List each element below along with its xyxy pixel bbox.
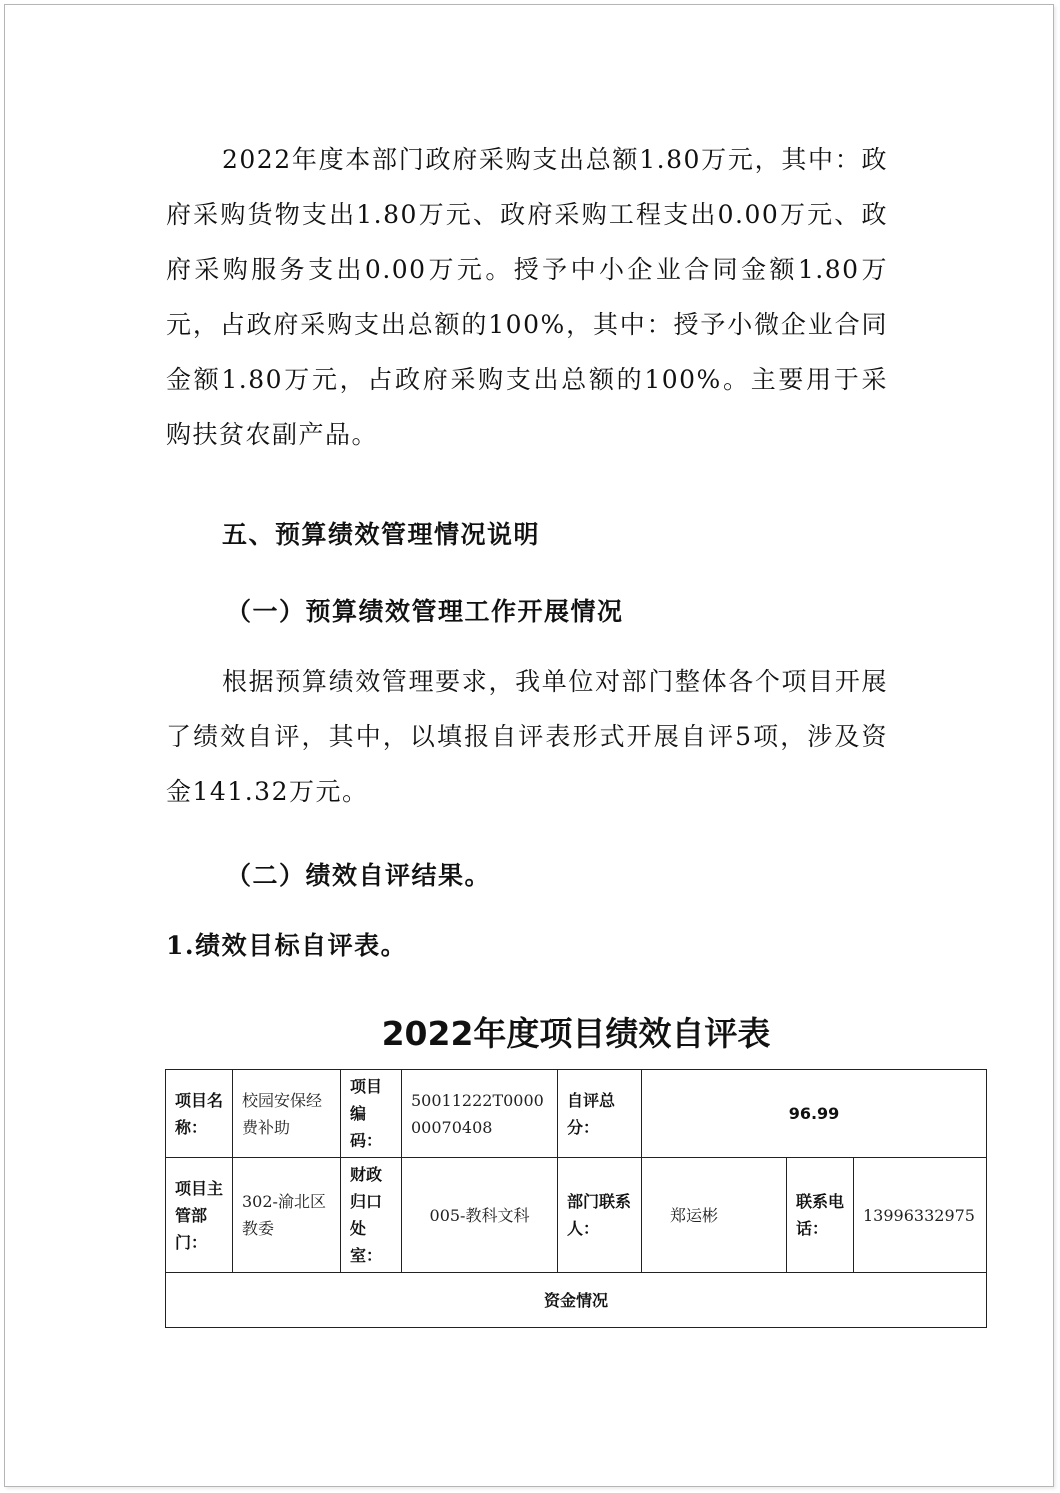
funds-section-header: 资金情况	[166, 1273, 987, 1328]
department-label: 项目主管部门：	[166, 1158, 233, 1273]
score-value: 96.99	[642, 1070, 987, 1158]
subheading-performance-work: （一）预算绩效管理工作开展情况	[226, 597, 624, 626]
project-evaluation-table	[165, 1069, 987, 1328]
table-row	[166, 1273, 987, 1328]
section-heading-budget-performance: 五、预算绩效管理情况说明	[222, 520, 541, 549]
contact-value: 郑运彬	[642, 1158, 787, 1273]
phone-value: 13996332975	[854, 1158, 987, 1273]
finance-office-label: 财政归口处室：	[341, 1158, 402, 1273]
project-name-label: 项目名称：	[166, 1070, 233, 1158]
finance-office-value: 005-教科文科	[402, 1158, 558, 1273]
department-value: 302-渝北区教委	[233, 1158, 341, 1273]
table-row	[166, 1158, 987, 1273]
self-evaluation-paragraph: 根据预算绩效管理要求，我单位对部门整体各个项目开展了绩效自评，其中，以填报自评表形式开展自评5项，涉及资金141.32万元。	[166, 667, 888, 806]
phone-label: 联系电话：	[787, 1158, 854, 1273]
project-code-label: 项目编码：	[341, 1070, 402, 1158]
procurement-paragraph: 2022年度本部门政府采购支出总额1.80万元，其中：政府采购货物支出1.80万元、政府采购工程支出0.00万元、政府采购服务支出0.00万元。授予中小企业合同金额1.80万元，占政府采购支出总额的100%，其中：授予小微企业合同金额1.80万元，占政府采购支出总额的100%。主要用于采购扶贫农副产品。	[166, 145, 888, 449]
contact-label: 部门联系人：	[558, 1158, 642, 1273]
table-caption-label: 1.绩效目标自评表。	[166, 931, 408, 960]
subheading-self-evaluation-results: （二）绩效自评结果。	[226, 861, 492, 890]
project-name-value: 校园安保经费补助	[233, 1070, 341, 1158]
project-code-value: 50011222T000000070408	[402, 1070, 558, 1158]
score-label: 自评总分：	[558, 1070, 642, 1158]
table-row	[166, 1070, 987, 1158]
table-title: 2022年度项目绩效自评表	[381, 1014, 771, 1053]
